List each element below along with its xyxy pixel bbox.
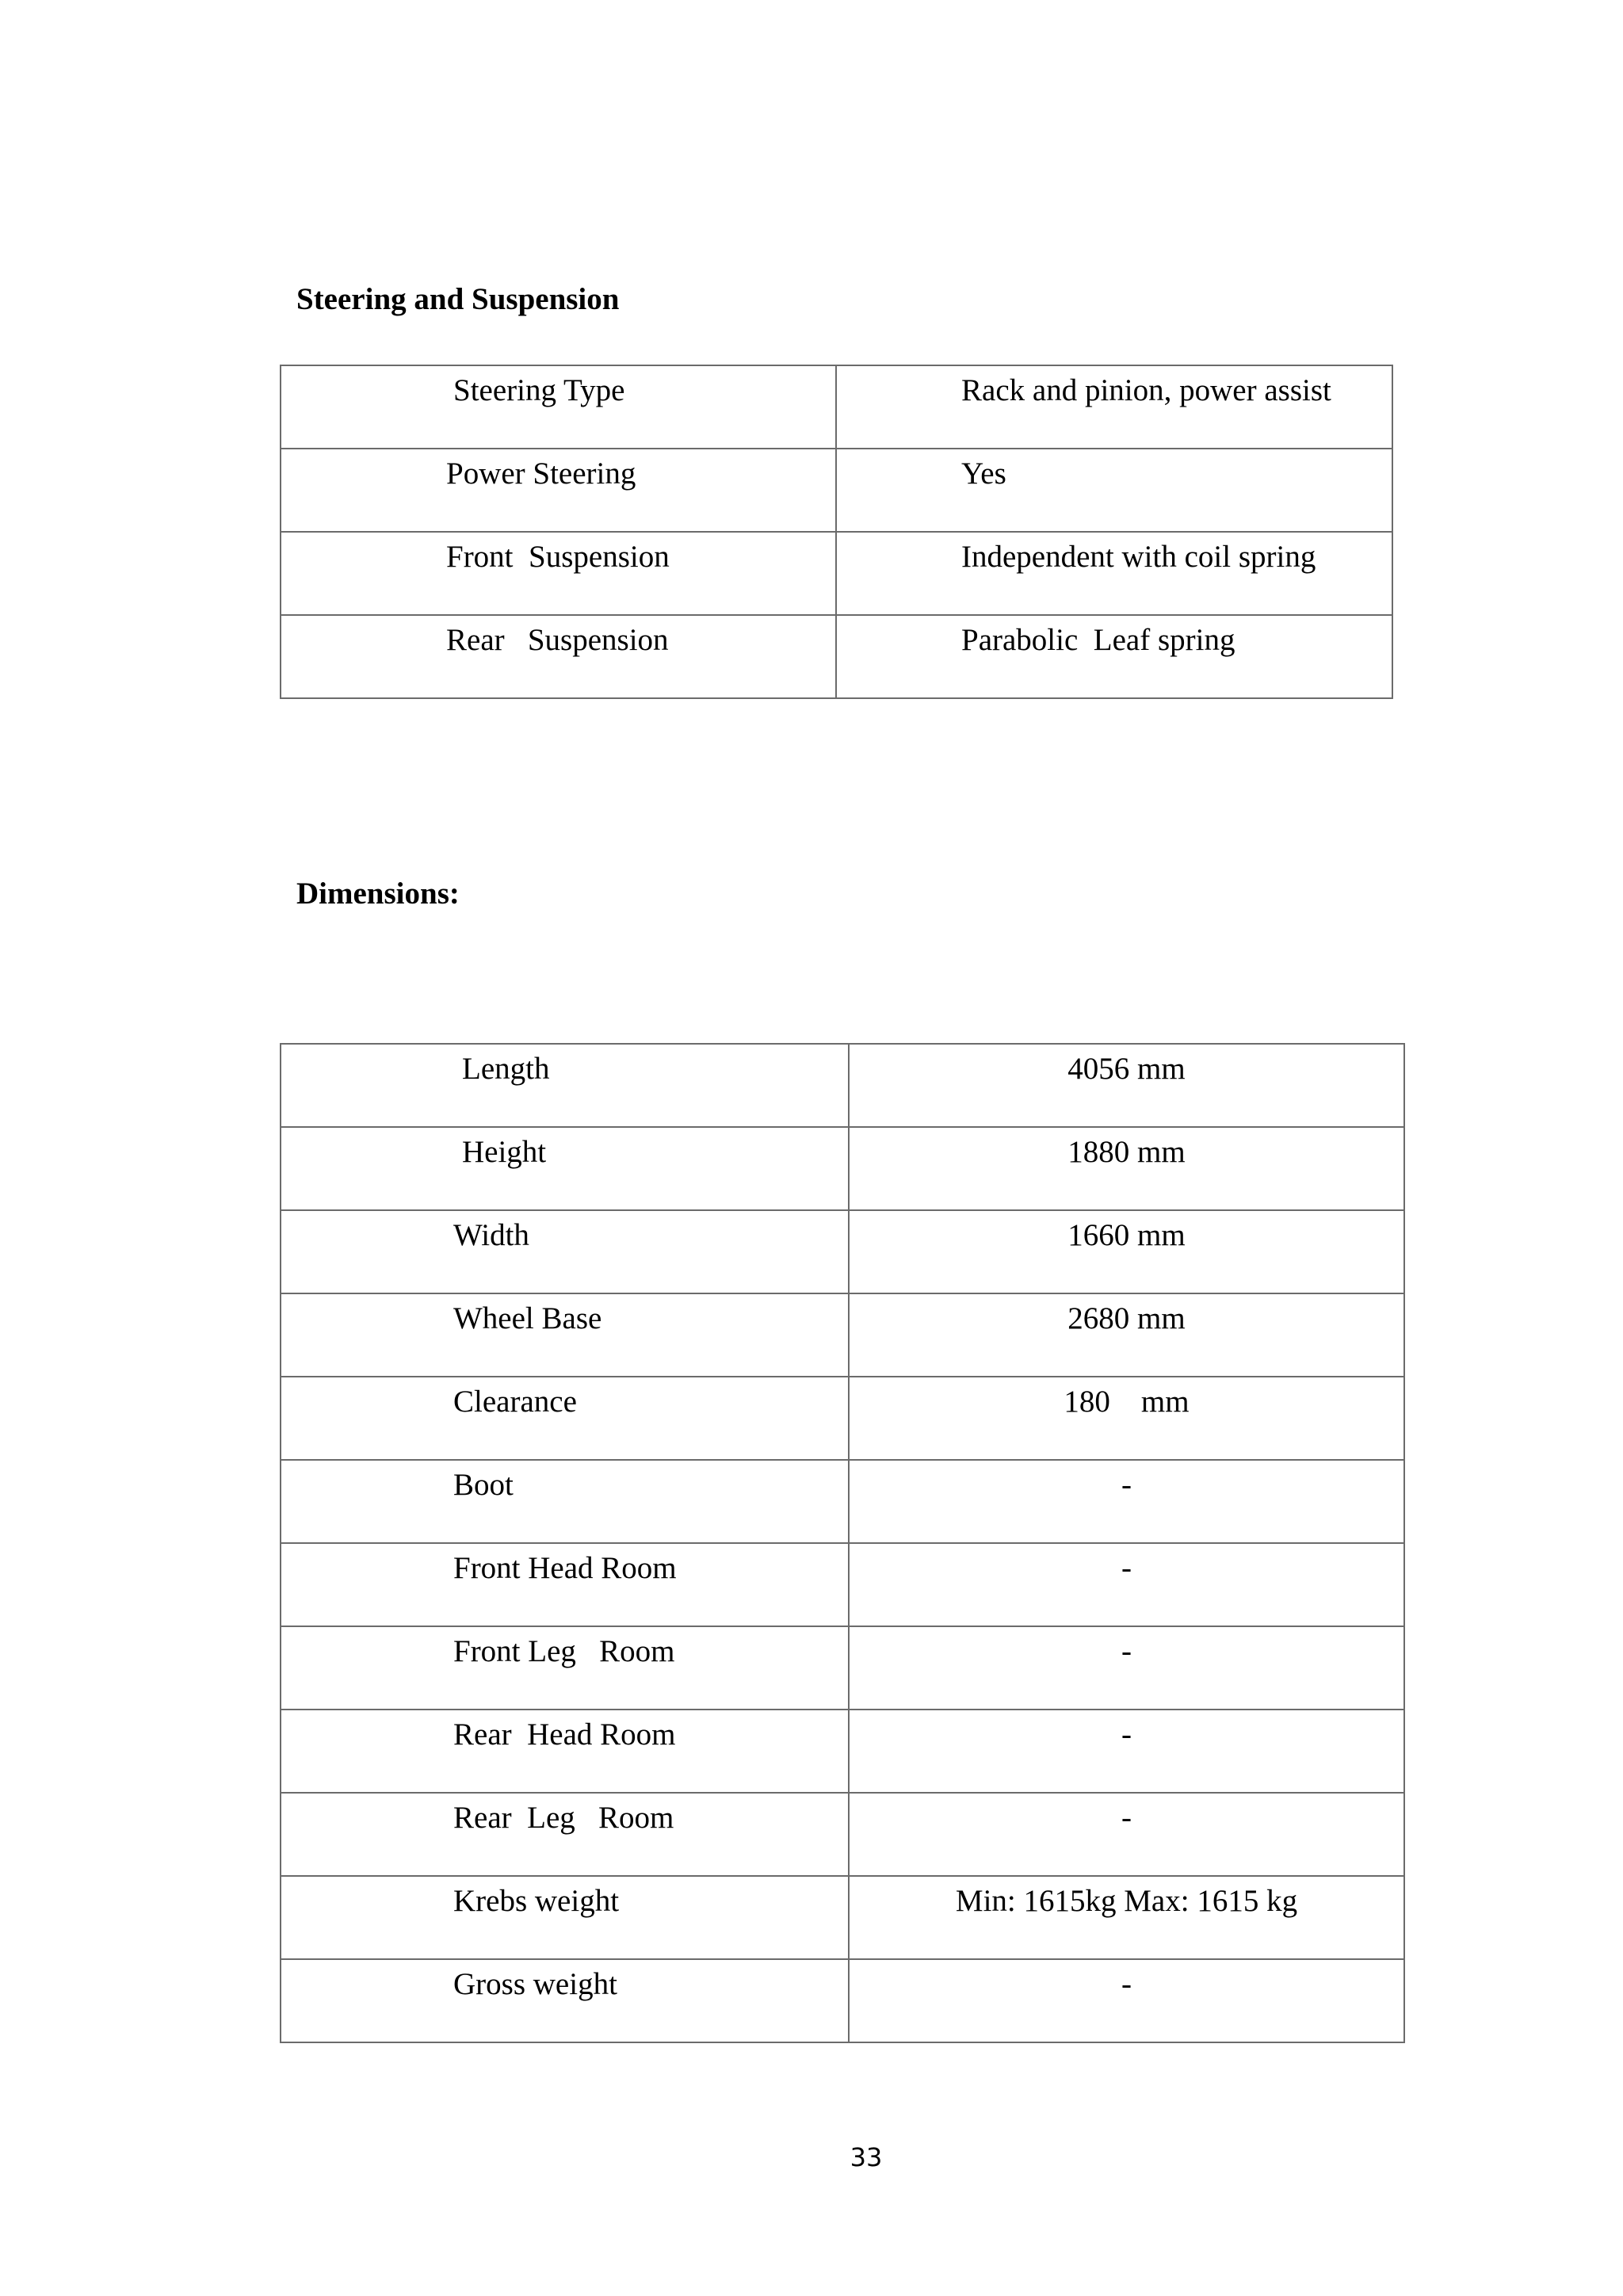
table-row [281,532,1392,615]
spec-label-cell [281,1377,849,1460]
spec-label: Power Steering [446,457,636,491]
spec-label-cell [281,1876,849,1959]
spec-label-cell [281,1210,849,1293]
spec-value: Independent with coil spring [961,540,1316,574]
spec-value: 180 mm [1064,1385,1190,1419]
table-row [281,365,1392,449]
spec-label-cell [281,1293,849,1377]
spec-label-cell [281,1543,849,1626]
spec-value-cell [849,1710,1404,1793]
spec-label: Krebs weight [453,1884,620,1918]
spec-value-cell [849,1543,1404,1626]
dimensions-heading: Dimensions: [296,877,460,911]
spec-label-cell [281,532,836,615]
spec-value: 2680 mm [1067,1301,1186,1335]
spec-value: 1660 mm [1067,1218,1186,1252]
spec-value-cell [849,1626,1404,1710]
spec-value-cell [849,1127,1404,1210]
spec-value: Yes [961,457,1006,491]
page-number: 33 [850,2142,883,2172]
spec-label: Clearance [453,1385,577,1419]
spec-value-cell [849,1876,1404,1959]
spec-label-cell [281,1460,849,1543]
spec-value-cell [849,1460,1404,1543]
spec-value-cell [849,1959,1404,2042]
spec-label: Front Head Room [453,1551,677,1585]
table-row [281,1210,1404,1293]
spec-value: - [1121,1634,1132,1668]
spec-label: Front Suspension [446,540,670,574]
spec-label-cell [281,1710,849,1793]
spec-label: Rear Suspension [446,623,669,657]
table-row [281,1959,1404,2042]
spec-value-cell [836,449,1392,532]
spec-value-cell [836,365,1392,449]
table-row [281,1460,1404,1543]
table-row [281,1710,1404,1793]
spec-value-cell [836,615,1392,698]
spec-value: Min: 1615kg Max: 1615 kg [955,1884,1298,1918]
spec-label: Steering Type [453,373,625,407]
spec-value: Parabolic Leaf spring [961,623,1235,657]
table-row [281,1543,1404,1626]
spec-label-cell [281,1959,849,2042]
spec-label: Length [462,1052,550,1086]
spec-label: Front Leg Room [453,1634,675,1668]
steering-suspension-heading: Steering and Suspension [296,282,620,316]
table-row [281,1626,1404,1710]
table-row [281,1293,1404,1377]
spec-value: Rack and pinion, power assist [961,373,1331,407]
spec-label-cell [281,1793,849,1876]
spec-value: - [1121,1468,1132,1502]
spec-label-cell [281,615,836,698]
spec-value-cell [849,1377,1404,1460]
steering-suspension-table [280,365,1393,699]
dimensions-table [280,1043,1405,2043]
spec-value: 1880 mm [1067,1135,1186,1169]
table-row [281,615,1392,698]
spec-label-cell [281,365,836,449]
table-row [281,1876,1404,1959]
spec-label: Gross weight [453,1967,617,2001]
spec-label-cell [281,449,836,532]
table-row [281,1793,1404,1876]
spec-label: Height [462,1135,547,1169]
spec-value-cell [849,1210,1404,1293]
spec-label: Width [453,1218,529,1252]
table-row [281,1127,1404,1210]
spec-label: Rear Head Room [453,1717,676,1752]
spec-label-cell [281,1127,849,1210]
spec-label-cell [281,1044,849,1127]
table-row [281,1377,1404,1460]
spec-value-cell [849,1044,1404,1127]
spec-value: 4056 mm [1067,1052,1186,1086]
spec-label: Wheel Base [453,1301,602,1335]
spec-label: Boot [453,1468,514,1502]
spec-value-cell [849,1293,1404,1377]
spec-label: Rear Leg Room [453,1801,674,1835]
spec-value: - [1121,1801,1132,1835]
spec-value: - [1121,1551,1132,1585]
spec-value-cell [836,532,1392,615]
table-row [281,449,1392,532]
table-row [281,1044,1404,1127]
spec-value-cell [849,1793,1404,1876]
spec-value: - [1121,1717,1132,1752]
spec-value: - [1121,1967,1132,2001]
spec-label-cell [281,1626,849,1710]
